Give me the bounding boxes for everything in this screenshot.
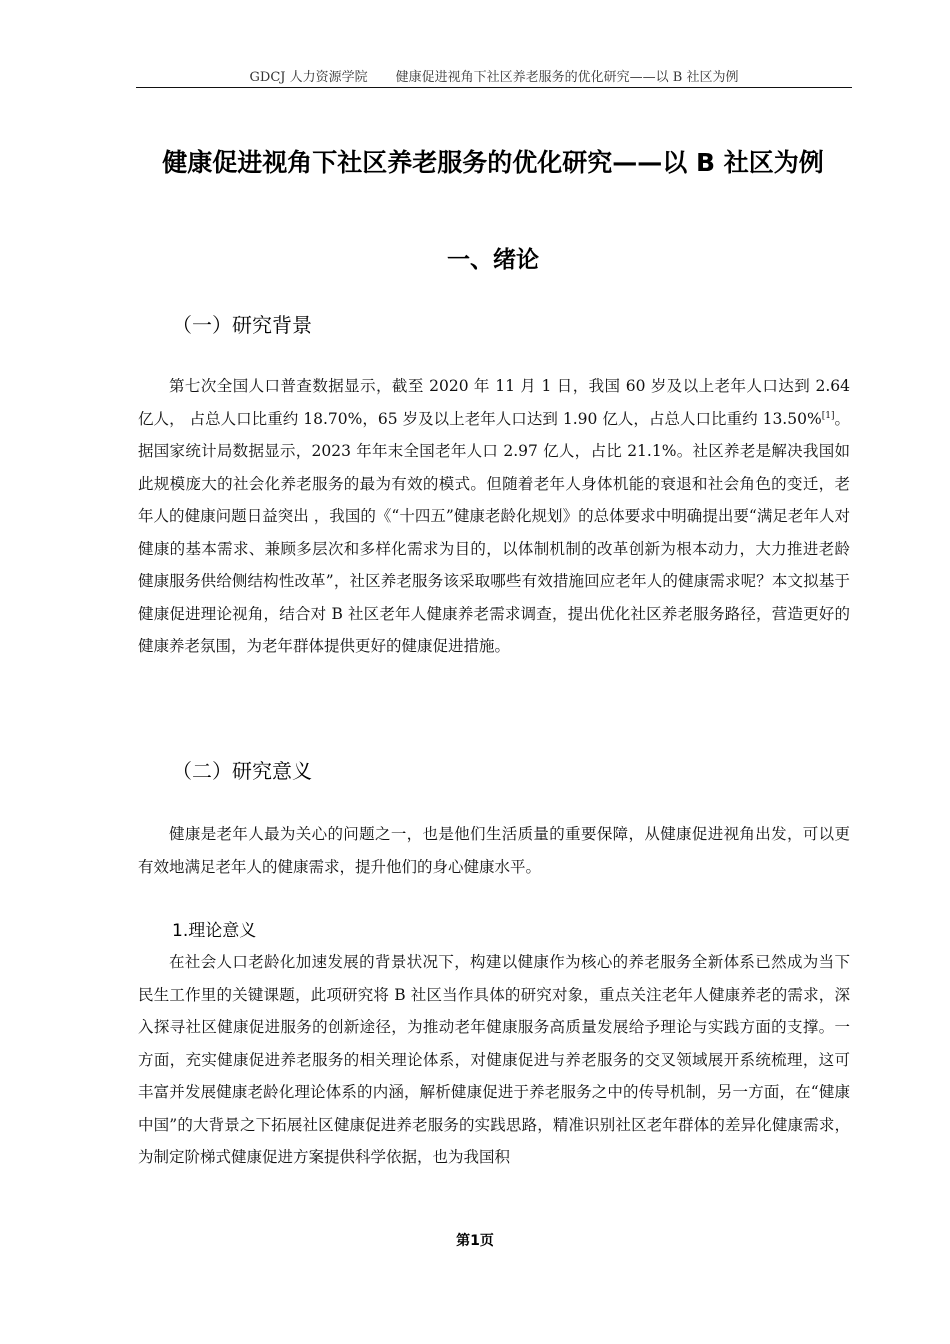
running-header (136, 66, 852, 85)
chapter-heading: 一、绪论 (447, 247, 539, 273)
subsection-heading-theory: 1.理论意义 (172, 921, 257, 941)
section-heading-significance: （二）研究意义 (172, 759, 312, 783)
paragraph-background (138, 370, 850, 663)
paper-title: 健康促进视角下社区养老服务的优化研究——以 B 社区为例 (162, 148, 824, 177)
paragraph-significance: 健康是老年人最为关心的问题之一，也是他们生活质量的重要保障，从健康促进视角出发，可以更有效地满足老年人的健康需求，提升他们的身心健康水平。 (138, 825, 850, 876)
background-text-2: 。据国家统计局数据显示，2023 年年末全国老年人口 2.97 亿人，占比 21.1%。社区养老是解决我国如此规模庞大的社会化养老服务的最为有效的模式。但随着老年人身体机能的衰退和社会角色的变迁，老年人的健康问题日益突出 ，我国的《“十四五”健康老龄化规划》的总体要求中明确提出要“满足老年人对健康的基本需求、兼顾多层次和多样化需求为目的，以体制机制的改革创新为根本动力，大力推进老龄健康服务供给侧结构性改革”，社区养老服务该采取哪些有效措施回应老年人的健康需求呢？本文拟基于健康促进理论视角，结合对 B 社区老年人健康养老需求调查，提出优化社区养老服务路径，营造更好的健康养老氛围，为老年群体提供更好的健康促进措施。 (138, 409, 850, 655)
header-running-title: 健康促进视角下社区养老服务的优化研究——以 B 社区为例 (395, 70, 739, 85)
citation-ref[interactable]: [1] (821, 410, 835, 421)
header-rule (136, 87, 852, 88)
header-institution: GDCJ 人力资源学院 (249, 70, 368, 85)
paragraph-theory: 在社会人口老龄化加速发展的背景状况下，构建以健康作为核心的养老服务全新体系已然成为当下民生工作里的关键课题，此项研究将 B 社区当作具体的研究对象，重点关注老年人健康养老的需求，深入探寻社区健康促进服务的创新途径，为推动老年健康服务高质量发展给予理论与实践方面的支撑。一方面，充实健康促进养老服务的相关理论体系，对健康促进与养老服务的交叉领域展开系统梳理，这可丰富并发展健康老龄化理论体系的内涵，解析健康促进于养老服务之中的传导机制，另一方面，在“健康中国”的大背景之下拓展社区健康促进养老服务的实践思路，精准识别社区老年群体的差异化健康需求，为制定阶梯式健康促进方案提供科学依据，也为我国积 (138, 953, 850, 1166)
background-text-1: 第七次全国人口普查数据显示，截至 2020 年 11 月 1 日，我国 60 岁及以上老年人口达到 2.64 亿人， 占总人口比重约 18.70%，65 岁及以上老年人口达到 1.90 亿人，占总人口比重约 13.50% (138, 377, 850, 428)
section-heading-background: （一）研究背景 (172, 313, 312, 337)
page-number: 第1页 (456, 1233, 494, 1249)
